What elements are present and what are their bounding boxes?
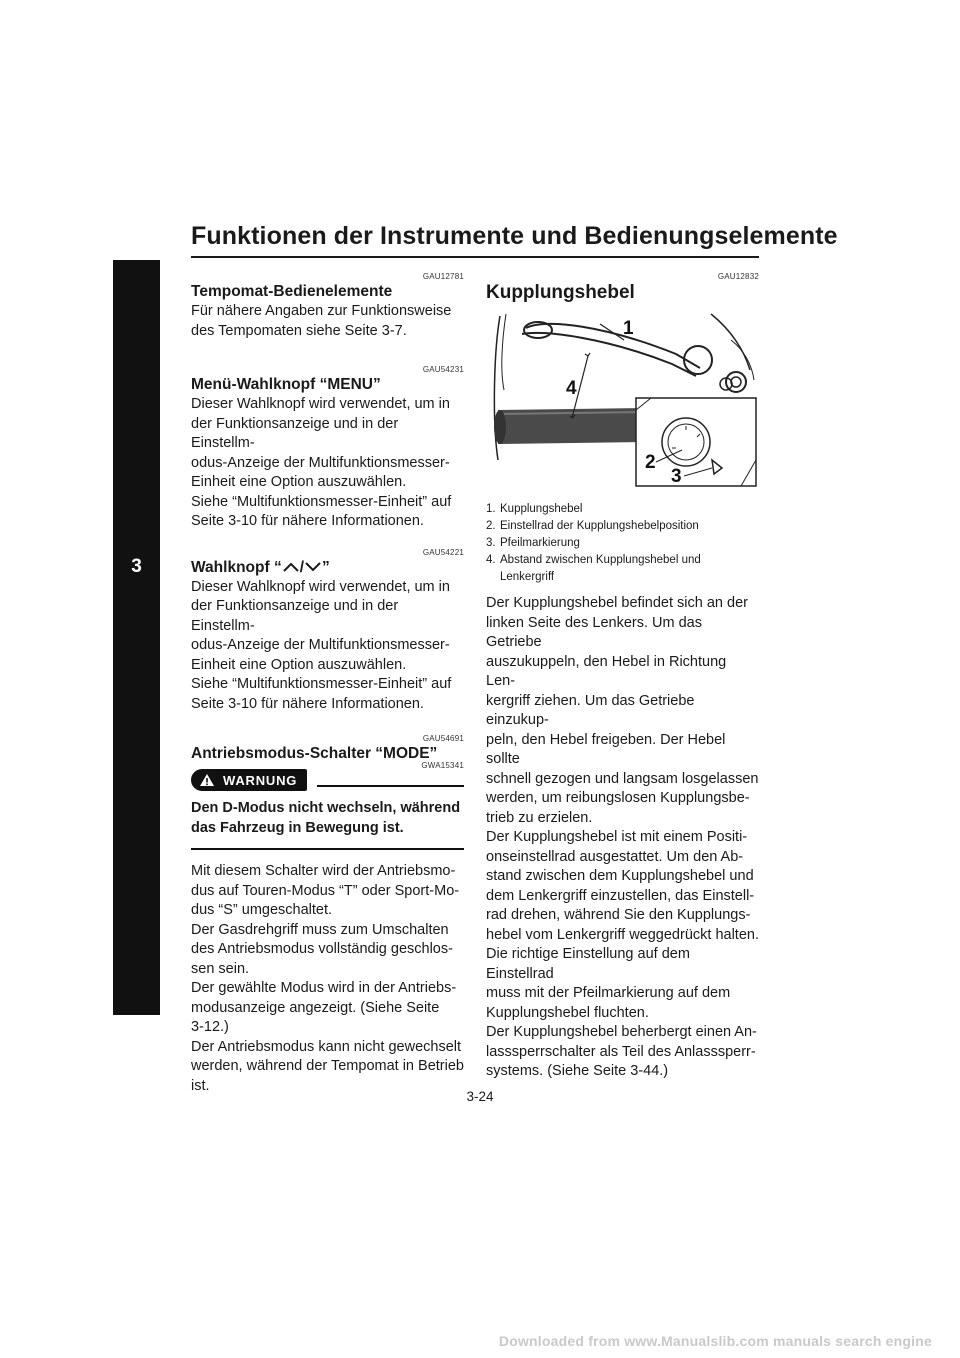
header-rule (191, 256, 759, 258)
section-code: GAU54691 (422, 734, 464, 743)
caption-item: 2. Einstellrad der Kupplungshebelposition (486, 520, 699, 532)
section-text: Für nähere Angaben zur Funktionsweise des Tempomaten siehe Seite 3-7. (191, 303, 452, 339)
warning-triangle-icon (199, 773, 215, 787)
figure-label-4: 4 (566, 378, 577, 399)
section-menu (191, 365, 464, 532)
section-title: Wahlknopf “ / ” (191, 558, 330, 576)
figure-captions (486, 501, 759, 586)
section-title: Menü-Wahlknopf “MENU” (191, 376, 381, 393)
caption-item: 1. Kupplungshebel (486, 503, 583, 515)
chapter-number: 3 (131, 556, 142, 577)
warning-bottom-rule (191, 848, 464, 850)
section-title: Tempomat-Bedienelemente (191, 283, 393, 300)
page-number: 3-24 (466, 1089, 494, 1104)
figure-label-2: 2 (645, 452, 656, 473)
caption-item: 4. Abstand zwischen Kupplungshebel und Lenkergriff (486, 554, 701, 583)
page-header-title: Funktionen der Instrumente und Bedienungselemente (191, 222, 838, 250)
warning-code: GWA15341 (421, 761, 464, 770)
caption-item: 3. Pfeilmarkierung (486, 537, 580, 549)
figure-label-3: 3 (671, 466, 682, 487)
warning-rule (317, 785, 464, 787)
left-column (191, 272, 464, 1096)
section-code: GAU12832 (717, 272, 759, 281)
warning-header (191, 761, 464, 791)
section-code: GAU12781 (422, 272, 464, 281)
section-text: Dieser Wahlknopf wird verwendet, um in der Funktionsanzeige und in der Einstellm- odus-Anzeige der Multifunktionsmesser- Einheit eine Option auszuwählen. Siehe “Multifunktionsmesser-Einheit” auf Seite 3-10 für nähere Informationen. (191, 396, 452, 529)
section-text: Der Kupplungshebel befindet sich an der linken Seite des Lenkers. Um das Getriebe auszukuppeln, den Hebel in Richtung Len- kergriff ziehen. Um das Getriebe einzukup- peln, den Hebel freigeben. Der Hebel sollte schnell gezogen und langsam losgelassen werden, um reibungslosen Kupplungsbe- trieb zu erzielen. Der Kupplungshebel ist mit einem Positi- onseinstellrad ausgestattet. Um den Ab- stand zwischen dem Kupplungshebel und dem Lenkergriff einzustellen, das Einstell- rad drehen, während Sie den Kupplungs- hebel vom Lenkergriff weggedrückt halten. Die richtige Einstellung auf dem Einstellrad muss mit der Pfeilmarkierung auf dem Kupplungshebel fluchten. Der Kupplungshebel beherbergt einen An- lasssperrschalter als Teil des Anlasssperr- systems. (Siehe Seite 3-44.) (486, 595, 759, 1079)
figure-label-1: 1 (623, 318, 634, 339)
warning-text: Den D-Modus nicht wechseln, während das Fahrzeug in Bewegung ist. (191, 800, 461, 836)
section-mode (191, 734, 464, 1096)
section-code: GAU54231 (422, 365, 464, 374)
section-wahlknopf (191, 548, 464, 715)
section-title: Antriebsmodus-Schalter “MODE” (191, 745, 438, 762)
section-text: Dieser Wahlknopf wird verwendet, um in der Funktionsanzeige und in der Einstellm- odus-Anzeige der Multifunktionsmesser- Einheit eine Option auszuwählen. Siehe “Multifunktionsmesser-Einheit” auf Seite 3-10 für nähere Informationen. (191, 578, 452, 712)
chapter-tab (113, 260, 160, 1015)
section-code: GAU54221 (422, 547, 464, 557)
section-text: Mit diesem Schalter wird der Antriebsmo- dus auf Touren-Modus “T” oder Sport-Mo- dus “S” umgeschaltet. Der Gasdrehgriff muss zum Umschalten des Antriebsmodus vollständig geschlos- sen sein. Der gewählte Modus wird in der Antriebs- modusanzeige angezeigt. (Siehe Seite 3-12.) Der Antriebsmodus kann nicht gewechselt werden, während der Tempomat in Betrieb ist. (191, 863, 464, 1094)
warning-badge: WARNUNG (191, 769, 307, 791)
section-heading-kupplungshebel: Kupplungshebel (486, 282, 635, 303)
section-tempomat (191, 272, 464, 341)
chevron-up-icon (282, 561, 300, 573)
chevron-down-icon (304, 561, 322, 573)
clutch-lever-figure (486, 310, 759, 490)
footer-watermark[interactable]: Downloaded from www.Manualslib.com manuals search engine (498, 1333, 932, 1349)
right-column (486, 272, 759, 1082)
